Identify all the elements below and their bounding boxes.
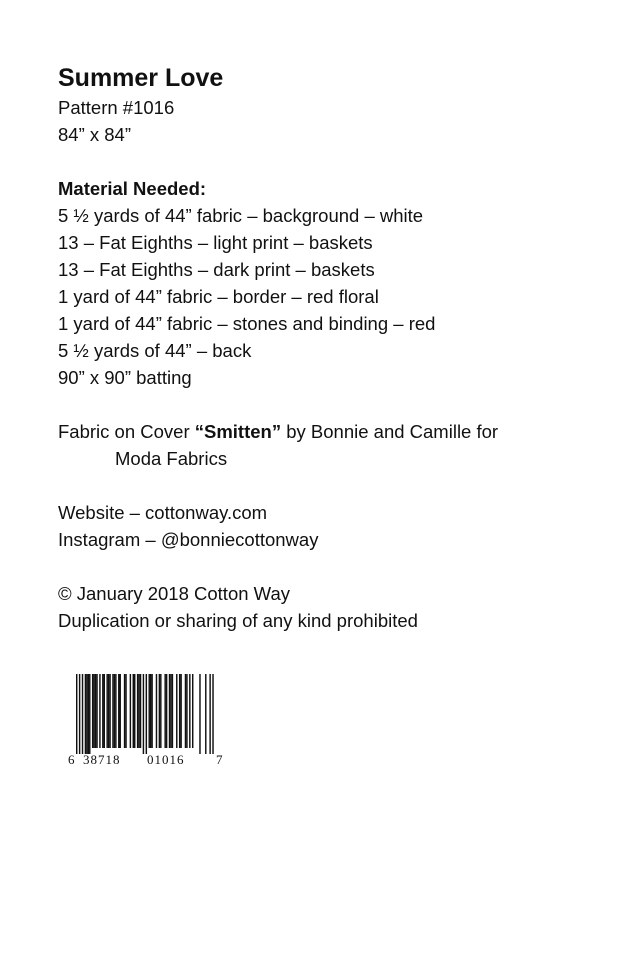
instagram-text: Instagram – @bonniecottonway [58, 529, 319, 550]
barcode-right-digits: 01016 [147, 752, 185, 767]
material-item: 13 – Fat Eighths – dark print – baskets [58, 259, 375, 280]
barcode-bar [151, 674, 152, 748]
barcode-bar [76, 674, 77, 754]
barcode-bar [212, 674, 213, 754]
barcode-bar [104, 674, 105, 748]
barcode-bar [199, 674, 200, 754]
fabric-credit-line [58, 418, 598, 445]
barcode-bar [186, 674, 187, 748]
barcode-bar [189, 674, 190, 748]
barcode-bar [106, 674, 107, 748]
barcode-bar [159, 674, 160, 748]
website-text: Website – cottonway.com [58, 502, 268, 523]
fabric-credit-suffix: by Bonnie and Camille for [281, 421, 499, 442]
barcode-bar [95, 674, 96, 748]
barcode-bar [205, 674, 206, 754]
materials-heading: Material Needed: [58, 178, 207, 199]
barcode-bar [120, 674, 121, 748]
material-item: 13 – Fat Eighths – light print – baskets [58, 232, 373, 253]
barcode-bar [169, 674, 170, 748]
barcode-bar [130, 674, 131, 748]
barcode-check-digit: 7 [216, 752, 224, 767]
barcode-bar [108, 674, 109, 748]
barcode-bars [66, 674, 226, 754]
barcode-bar [164, 674, 165, 748]
barcode-bar [180, 674, 181, 748]
barcode-bar [176, 674, 177, 748]
barcode-bar [149, 674, 150, 748]
barcode-left-digits: 38718 [83, 752, 121, 767]
barcode-bar [143, 674, 144, 754]
barcode-bar [160, 674, 161, 748]
barcode-first-digit: 6 [68, 752, 76, 767]
material-item: 90” x 90” batting [58, 367, 192, 388]
barcode-bar [89, 674, 90, 754]
barcode-bar [170, 674, 171, 748]
material-item: 5 ½ yards of 44” – back [58, 340, 252, 361]
barcode-bar [112, 674, 113, 748]
material-item: 1 yard of 44” fabric – stones and binding – red [58, 313, 436, 334]
upc-barcode [66, 674, 226, 774]
barcode-bar [99, 674, 100, 748]
pattern-title: Summer Love [58, 64, 224, 92]
material-item: 5 ½ yards of 44” fabric – background – white [58, 205, 424, 226]
barcode-bar [124, 674, 125, 748]
barcode-bar [209, 674, 210, 754]
fabric-credit-prefix: Fabric on Cover [58, 421, 195, 442]
duplication-notice: Duplication or sharing of any kind prohibited [58, 610, 418, 631]
barcode-bar [118, 674, 119, 748]
barcode-bar [102, 674, 103, 748]
barcode-bar [125, 674, 126, 748]
barcode-bar [86, 674, 87, 754]
barcode-bar [192, 674, 193, 748]
barcode-bar [172, 674, 173, 748]
barcode-bar [109, 674, 110, 748]
barcode-bar [179, 674, 180, 748]
pattern-back-cover [58, 62, 598, 634]
barcode-bar [166, 674, 167, 748]
finished-size: 84” x 84” [58, 124, 132, 145]
material-item: 1 yard of 44” fabric – border – red floral [58, 286, 379, 307]
barcode-bar [137, 674, 138, 748]
barcode-bar [114, 674, 115, 748]
barcode-bar [133, 674, 134, 748]
barcode-bar [115, 674, 116, 748]
barcode-bar [138, 674, 139, 748]
barcode-bar [156, 674, 157, 748]
barcode-bar [88, 674, 89, 754]
barcode-bar [79, 674, 80, 754]
barcode-bar [82, 674, 83, 754]
pattern-number: Pattern #1016 [58, 97, 175, 118]
barcode-bar [134, 674, 135, 748]
barcode-bar [92, 674, 93, 748]
copyright-text: © January 2018 Cotton Way [58, 583, 290, 604]
fabric-name: “Smitten” [194, 421, 282, 442]
barcode-bar [93, 674, 94, 748]
barcode-bar [185, 674, 186, 748]
barcode-bar [85, 674, 86, 754]
barcode-bar [140, 674, 141, 748]
barcode-bar [150, 674, 151, 748]
barcode-bar [146, 674, 147, 754]
barcode-bar [96, 674, 97, 748]
fabric-manufacturer: Moda Fabrics [115, 448, 228, 469]
